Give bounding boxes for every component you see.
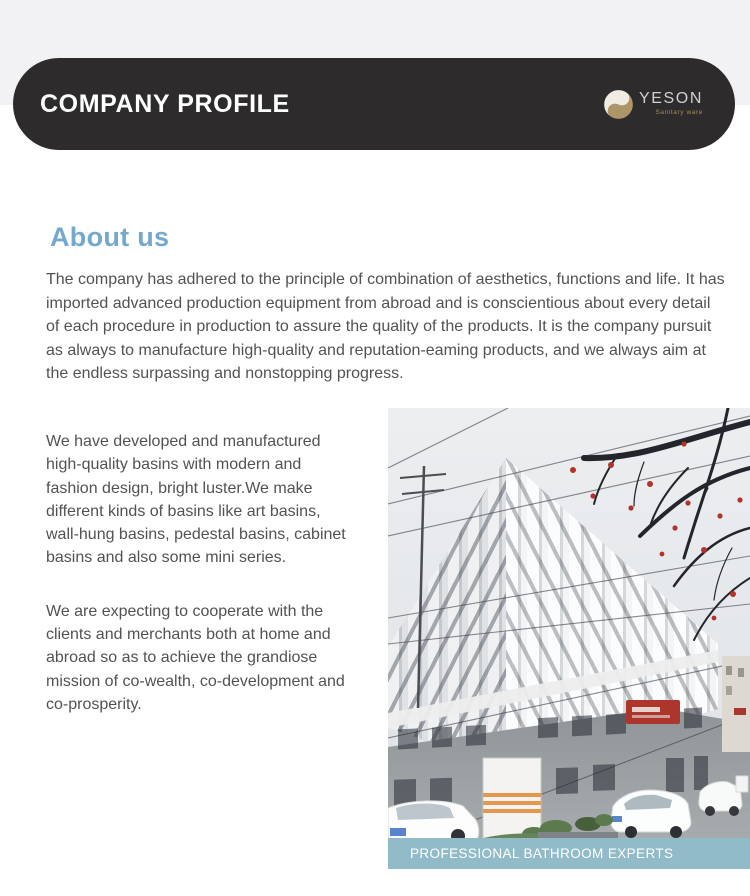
tree-branches	[584, 408, 750, 640]
about-intro-paragraph: The company has adhered to the principle of combination of aesthetics, functions and life. It has imported advanced production equipment from abroad and is conscientious about every detail of each procedure in production to assure the quality of the products. It is the company pursuit as always to manufacture high-quality and reputation-eaming products, and we always aim at the endless surpassing and nonstopping progress.	[46, 271, 725, 382]
red-blossoms	[570, 441, 743, 620]
factory-photo	[388, 408, 750, 869]
photo-caption-banner	[388, 838, 750, 869]
about-paragraph-2: We are expecting to cooperate with the clients and merchants both at home and abroad so as to achieve the grandiose mission of co-wealth, co-development and co-prosperity.	[46, 602, 345, 713]
about-us-heading: About us	[50, 222, 170, 252]
photo-banner-text: PROFESSIONAL BATHROOM EXPERTS	[410, 846, 674, 861]
yeson-swirl-icon	[603, 89, 634, 120]
about-text-column	[46, 430, 350, 746]
logo-brand-name: YESON	[638, 90, 703, 108]
page-title: COMPANY PROFILE	[40, 89, 290, 118]
logo-tagline: Sanitary ware	[655, 109, 703, 117]
logo-text	[639, 91, 703, 117]
yeson-logo	[603, 89, 703, 120]
distant-building	[722, 656, 750, 752]
company-profile-header	[13, 58, 735, 150]
photo-scene-overlay	[388, 408, 750, 838]
roller-door	[483, 758, 541, 838]
utility-pole	[400, 466, 446, 708]
red-signboard	[626, 700, 680, 724]
about-paragraph-1: We have developed and manufactured high-quality basins with modern and fashion design, bright luster.We make different kinds of basins like art basins, wall-hung basins, pedestal basins, cabinet basins and also some mini series.	[46, 433, 346, 567]
